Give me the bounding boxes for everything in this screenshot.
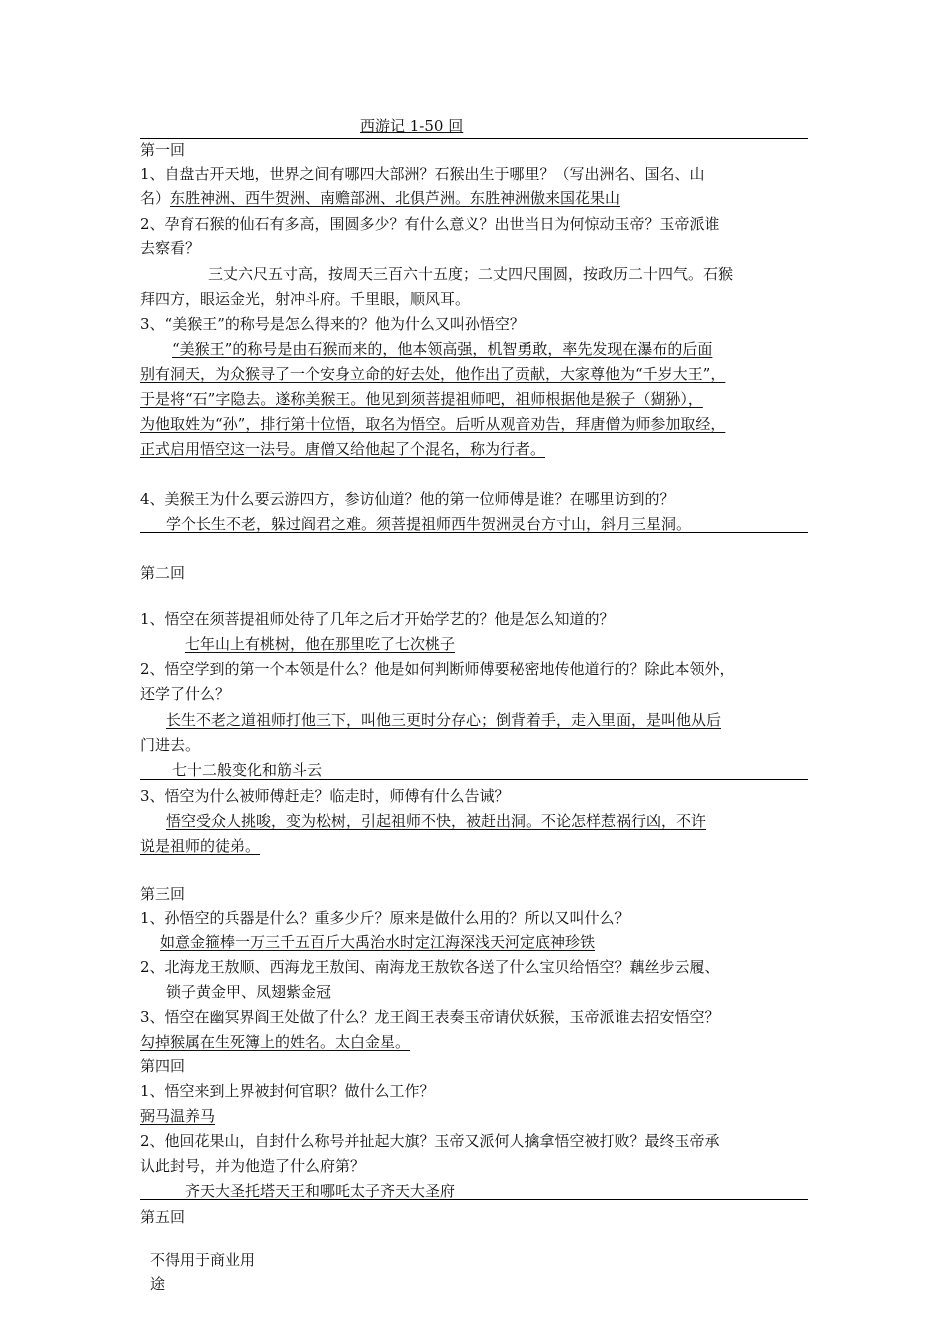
ch2-answer-3-line2: 说是祖师的徒弟。 xyxy=(140,837,261,855)
ch1-answer-2-line1: 三丈六尺五寸高，按周天三百六十五度；二丈四尺围圆，按政历二十四气。石猴 xyxy=(208,265,734,283)
ch1-question-3: 3、“美猴王”的称号是怎么得来的？他为什么又叫孙悟空？ xyxy=(140,315,525,333)
ch4-answer-2: 齐天大圣托塔天王和哪吒太子齐天大圣府 xyxy=(185,1182,456,1200)
ch4-question-2-line2: 认此封号，并为他造了什么府第？ xyxy=(140,1157,366,1175)
chapter-2-heading: 第二回 xyxy=(140,564,186,582)
ch4-question-2-line1: 2、他回花果山，自封什么称号并扯起大旗？玉帝又派何人擒拿悟空被打败？最终玉帝承 xyxy=(140,1132,720,1150)
ch1-question-2-line2: 去察看？ xyxy=(140,239,201,257)
ch1-question-1-line2-text: 名） xyxy=(140,189,171,207)
ch1-question-2-line1: 2、孕育石猴的仙石有多高，围圆多少？有什么意义？出世当日为何惊动玉帝？玉帝派谁 xyxy=(140,215,720,233)
ch2-answer-2-line1: 长生不老之道祖师打他三下，叫他三更时分存心；倒背着手，走入里面，是叫他从后 xyxy=(166,711,722,729)
chapter-4-heading: 第四回 xyxy=(140,1057,186,1075)
chapter-1-heading: 第一回 xyxy=(140,141,186,159)
ch2-answer-1: 七年山上有桃树，他在那里吃了七次桃子 xyxy=(185,635,456,653)
ch1-answer-1: 东胜神洲、西牛贺洲、南赡部洲、北俱芦洲。东胜神洲傲来国花果山 xyxy=(170,189,621,207)
ch2-question-1: 1、悟空在须菩提祖师处待了几年之后才开始学艺的？他是怎么知道的？ xyxy=(140,610,615,628)
ch1-question-1-line1: 1、自盘古开天地，世界之间有哪四大部洲？石猴出生于哪里？（写出洲名、国名、山 xyxy=(140,165,705,183)
ch1-answer-2-line2: 拜四方，眼运金光，射冲斗府。千里眼，顺风耳。 xyxy=(140,290,471,308)
ch3-answer-1: 如意金箍棒一万三千五百斤大禹治水时定江海深浅天河定底神珍铁 xyxy=(160,933,596,951)
ch3-question-1: 1、孙悟空的兵器是什么？重多少斤？原来是做什么用的？所以又叫什么？ xyxy=(140,909,630,927)
ch4-question-1: 1、悟空来到上界被封何官职？做什么工作？ xyxy=(140,1082,435,1100)
ch2-answer-3-line1: 悟空受众人挑唆，变为松树，引起祖师不快，被赶出洞。不论怎样惹祸行凶，不许 xyxy=(166,812,707,830)
ch2-question-2-line2: 还学了什么？ xyxy=(140,685,231,703)
footer-note-line2: 途 xyxy=(150,1275,166,1293)
ch3-question-3: 3、悟空在幽冥界阎王处做了什么？龙王阎王表奏玉帝请伏妖猴，玉帝派谁去招安悟空？ xyxy=(140,1008,720,1026)
ch1-answer-3-line2: 别有洞天，为众猴寻了一个安身立命的好去处，他作出了贡献，大家尊他为“千岁大王”， xyxy=(140,365,726,383)
ch3-answer-3: 勾掉猴属在生死簿上的姓名。太白金星。 xyxy=(140,1033,411,1051)
ch1-answer-4: 学个长生不老，躲过阎君之难。须菩提祖师西牛贺洲灵台方寸山，斜月三星洞。 xyxy=(166,515,692,533)
ch2-answer-2-line3: 七十二般变化和筋斗云 xyxy=(172,761,323,779)
document-title-line xyxy=(140,114,808,139)
document-title: 西游记 1-50 回 xyxy=(360,117,464,135)
ch1-answer-3-line3: 于是将“石”字隐去。遂称美猴王。他见到须菩提祖师吧，祖师根据他是猴子（猢狲）， xyxy=(140,390,703,408)
ch4-answer-1: 弼马温养马 xyxy=(140,1107,216,1125)
ch1-answer-3-line5: 正式启用悟空这一法号。唐僧又给他起了个混名，称为行者。 xyxy=(140,440,546,458)
ch1-answer-4-rule xyxy=(140,532,808,533)
footer-note-line1: 不得用于商业用 xyxy=(150,1251,256,1269)
ch3-question-2-line2: 锁子黄金甲、凤翅紫金冠 xyxy=(166,983,332,1001)
chapter-5-heading: 第五回 xyxy=(140,1208,186,1226)
ch4-answer-2-rule xyxy=(140,1199,808,1200)
ch2-answer-2-line2: 门进去。 xyxy=(140,736,201,754)
footer-note xyxy=(150,1248,255,1296)
chapter-3-heading: 第三回 xyxy=(140,885,186,903)
ch1-answer-3-line1: “美猴王”的称号是由石猴而来的，他本领高强，机智勇敢，率先发现在瀑布的后面 xyxy=(172,340,713,358)
ch2-question-3: 3、悟空为什么被师傅赶走？临走时，师傅有什么告诫？ xyxy=(140,787,510,805)
ch2-question-2-line1: 2、悟空学到的第一个本领是什么？他是如何判断师傅要秘密地传他道行的？除此本领外， xyxy=(140,660,735,678)
ch1-answer-3-line4: 为他取姓为“孙”，排行第十位悟，取名为悟空。后听从观音劝告，拜唐僧为师参加取经， xyxy=(140,415,726,433)
ch3-question-2-line1: 2、北海龙王敖顺、西海龙王敖闰、南海龙王敖钦各送了什么宝贝给悟空？藕丝步云履、 xyxy=(140,958,720,976)
ch1-question-1-line2 xyxy=(140,186,620,210)
ch2-answer-2-rule xyxy=(140,779,808,780)
ch1-question-4: 4、美猴王为什么要云游四方，参访仙道？他的第一位师傅是谁？在哪里访到的？ xyxy=(140,490,675,508)
